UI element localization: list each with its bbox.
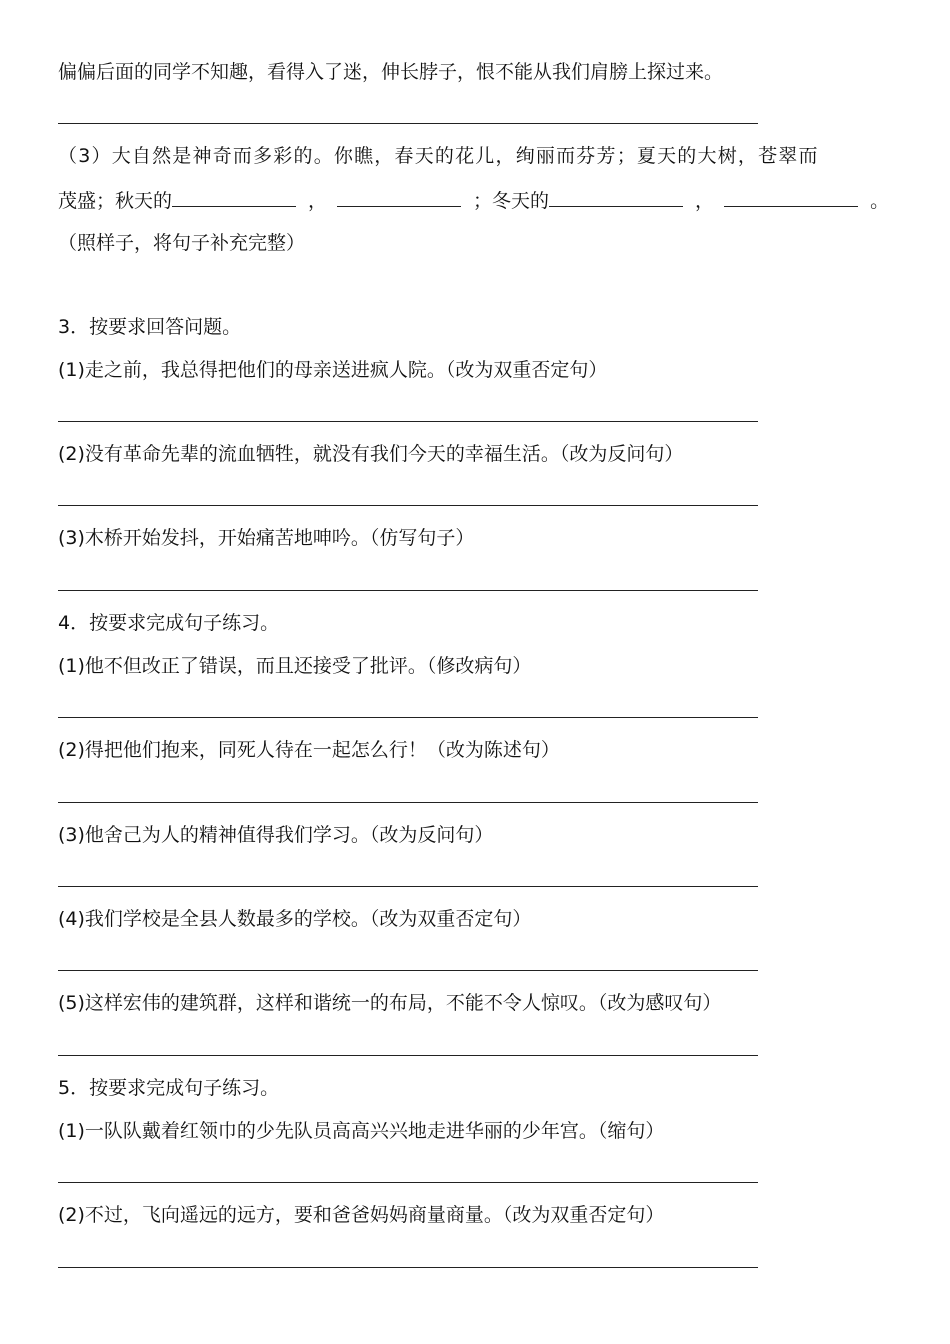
answer-line-q4-2[interactable] (58, 802, 758, 803)
q4-item-5: (5)这样宏伟的建筑群，这样和谐统一的布局，不能不令人惊叹。（改为感叹句） (58, 992, 722, 1014)
answer-line-intro[interactable] (58, 123, 758, 124)
q5-item-1: (1)一队队戴着红领巾的少先队员高高兴兴地走进华丽的少年宫。（缩句） (58, 1120, 665, 1142)
intro-sentence: 偏偏后面的同学不知趣，看得入了迷，伸长脖子，恨不能从我们肩膀上探过来。 (58, 61, 724, 83)
q3-item-1: (1)走之前，我总得把他们的母亲送进疯人院。（改为双重否定句） (58, 359, 608, 381)
blank-autumn-2[interactable] (337, 186, 461, 207)
q4-heading: 4．按要求完成句子练习。 (58, 612, 280, 634)
answer-line-q4-5[interactable] (58, 1055, 758, 1056)
answer-line-q5-1[interactable] (58, 1182, 758, 1183)
answer-line-q3-2[interactable] (58, 505, 758, 506)
blank-winter-1[interactable] (549, 186, 683, 207)
q2-item3-winter-label: ；冬天的 (473, 190, 550, 212)
q5-item-2: (2)不过，飞向遥远的远方，要和爸爸妈妈商量商量。（改为双重否定句） (58, 1204, 665, 1226)
q2-item3-comma1: ， (308, 190, 328, 212)
q2-item3-prefix: 茂盛；秋天的 (58, 190, 173, 212)
answer-line-q3-3[interactable] (58, 590, 758, 591)
blank-autumn-1[interactable] (172, 186, 296, 207)
answer-line-q4-3[interactable] (58, 886, 758, 887)
answer-line-q4-4[interactable] (58, 970, 758, 971)
q4-item-1: (1)他不但改正了错误，而且还接受了批评。（修改病句） (58, 655, 532, 677)
q3-item-3: (3)木桥开始发抖，开始痛苦地呻吟。（仿写句子） (58, 527, 475, 549)
blank-winter-2[interactable] (724, 186, 858, 207)
q2-item3-line2 (58, 186, 889, 215)
q2-item3-line1: （3）大自然是神奇而多彩的。你瞧，春天的花儿，绚丽而芬芳；夏天的大树，苍翠而 (58, 145, 819, 167)
q3-heading: 3．按要求回答问题。 (58, 316, 242, 338)
q4-item-3: (3)他舍己为人的精神值得我们学习。（改为反问句） (58, 824, 494, 846)
q2-item3-period: 。 (870, 190, 890, 212)
answer-line-q4-1[interactable] (58, 717, 758, 718)
q5-heading: 5．按要求完成句子练习。 (58, 1077, 280, 1099)
q2-item3-instruction: （照样子，将句子补充完整） (58, 232, 306, 254)
answer-line-q5-2[interactable] (58, 1267, 758, 1268)
q3-item-2: (2)没有革命先辈的流血牺牲，就没有我们今天的幸福生活。（改为反问句） (58, 443, 684, 465)
q2-item3-comma2: ， (695, 190, 715, 212)
answer-line-q3-1[interactable] (58, 421, 758, 422)
q4-item-2: (2)得把他们抱来，同死人待在一起怎么行！（改为陈述句） (58, 739, 560, 761)
q4-item-4: (4)我们学校是全县人数最多的学校。（改为双重否定句） (58, 908, 532, 930)
